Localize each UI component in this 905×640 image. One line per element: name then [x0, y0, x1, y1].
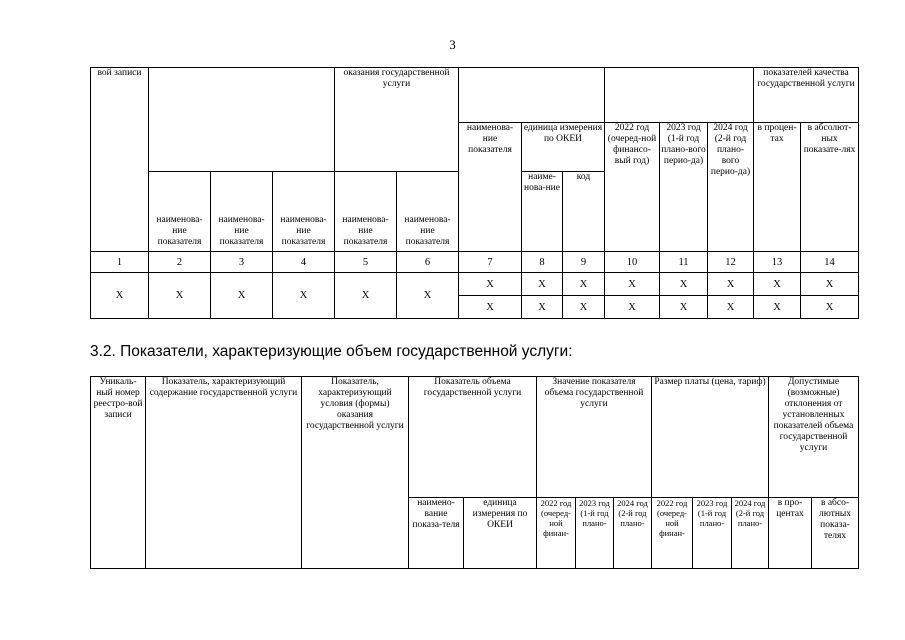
mark-cell: Х — [91, 273, 149, 319]
mark-cell: Х — [660, 273, 708, 296]
col-number: 12 — [708, 252, 754, 273]
col-number: 3 — [211, 252, 273, 273]
name-header-2: наименова-ние показателя — [211, 172, 273, 252]
mark-cell: Х — [754, 296, 801, 319]
name-header-1: наименова-ние показателя — [149, 172, 211, 252]
unit-name-header: наиме-нова-ние — [522, 172, 563, 252]
mark-cell: Х — [605, 296, 660, 319]
condition-indicator-header: Показатель, характеризующий условия (формы) оказания государственной услуги — [302, 377, 409, 569]
mark-cell: Х — [522, 296, 563, 319]
condition-indicator-header: оказания государственной услуги — [335, 68, 459, 172]
year-2023-header: 2023 год (1-й год плано-вого перио-да) — [660, 123, 708, 252]
unique-record-header: Уникаль-ный номер реестро-вой записи — [91, 377, 146, 569]
content-indicator-header — [149, 68, 335, 172]
indicator-name-header: наименова-ние показателя — [459, 123, 522, 252]
indicator-name-header: наимено-вание показа-теля — [409, 498, 464, 569]
absolute-header: в абсо-лютных показа-телях — [812, 498, 859, 569]
mark-cell: Х — [754, 273, 801, 296]
fee-2023-header: 2023 год (1-й год плано- — [693, 498, 732, 569]
mark-cell: Х — [273, 273, 335, 319]
fee-2024-header: 2024 год (2-й год плано- — [732, 498, 769, 569]
percent-header: в про-центах — [769, 498, 812, 569]
value-2023-header: 2023 год (1-й год плано- — [576, 498, 614, 569]
mark-cell: Х — [708, 296, 754, 319]
deviation-header: показателей качества государственной услуги — [754, 68, 859, 123]
page-number: 3 — [449, 37, 456, 52]
name-header-3: наименова-ние показателя — [273, 172, 335, 252]
volume-indicator-header: Показатель объема государственной услуги — [409, 377, 537, 498]
deviation-header: Допустимые (возможные) отклонения от установленных показателей объема государственной услуги — [769, 377, 859, 498]
name-header-5: наименова-ние показателя — [397, 172, 459, 252]
unit-code-header: код — [563, 172, 605, 252]
col-number: 9 — [563, 252, 605, 273]
mark-cell: Х — [801, 273, 859, 296]
percent-header: в процен-тах — [754, 123, 801, 252]
col-number: 8 — [522, 252, 563, 273]
value-2024-header: 2024 год (2-й год плано- — [614, 498, 652, 569]
col-number: 7 — [459, 252, 522, 273]
unique-record-header: вой записи — [91, 68, 149, 252]
volume-value-header: Значение показателя объема государственной услуги — [537, 377, 652, 498]
mark-cell: Х — [522, 273, 563, 296]
mark-cell: Х — [660, 296, 708, 319]
volume-indicators-table — [90, 376, 859, 569]
mark-cell: Х — [211, 273, 273, 319]
quality-indicator-header — [459, 68, 605, 123]
col-number: 11 — [660, 252, 708, 273]
mark-cell: Х — [459, 296, 522, 319]
col-number: 13 — [754, 252, 801, 273]
year-2022-header: 2022 год (очеред-ной финансо-вый год) — [605, 123, 660, 252]
mark-cell: Х — [801, 296, 859, 319]
okei-unit-header: единица измерения по ОКЕИ — [464, 498, 537, 569]
col-number: 4 — [273, 252, 335, 273]
content-indicator-header: Показатель, характеризующий содержание государственной услуги — [146, 377, 302, 569]
quality-indicators-table — [90, 67, 859, 319]
col-number: 6 — [397, 252, 459, 273]
quality-value-header — [605, 68, 754, 123]
col-number: 1 — [91, 252, 149, 273]
mark-cell: Х — [563, 296, 605, 319]
col-number: 10 — [605, 252, 660, 273]
mark-cell: Х — [708, 273, 754, 296]
col-number: 2 — [149, 252, 211, 273]
year-2024-header: 2024 год (2-й год плано-вого перио-да) — [708, 123, 754, 252]
mark-cell: Х — [459, 273, 522, 296]
fee-2022-header: 2022 год (очеред-ной финан- — [652, 498, 693, 569]
fee-header: Размер платы (цена, тариф) — [652, 377, 769, 498]
mark-cell: Х — [397, 273, 459, 319]
okei-unit-header: единица измерения по ОКЕИ — [522, 123, 605, 172]
mark-cell: Х — [335, 273, 397, 319]
col-number: 5 — [335, 252, 397, 273]
col-number: 14 — [801, 252, 859, 273]
mark-cell: Х — [605, 273, 660, 296]
mark-cell: Х — [149, 273, 211, 319]
section-title: 3.2. Показатели, характеризующие объем государственной услуги: — [90, 343, 573, 360]
absolute-header: в абсолют-ных показате-лях — [801, 123, 859, 252]
mark-cell: Х — [563, 273, 605, 296]
value-2022-header: 2022 год (очеред-ной финан- — [537, 498, 576, 569]
name-header-4: наименова-ние показателя — [335, 172, 397, 252]
